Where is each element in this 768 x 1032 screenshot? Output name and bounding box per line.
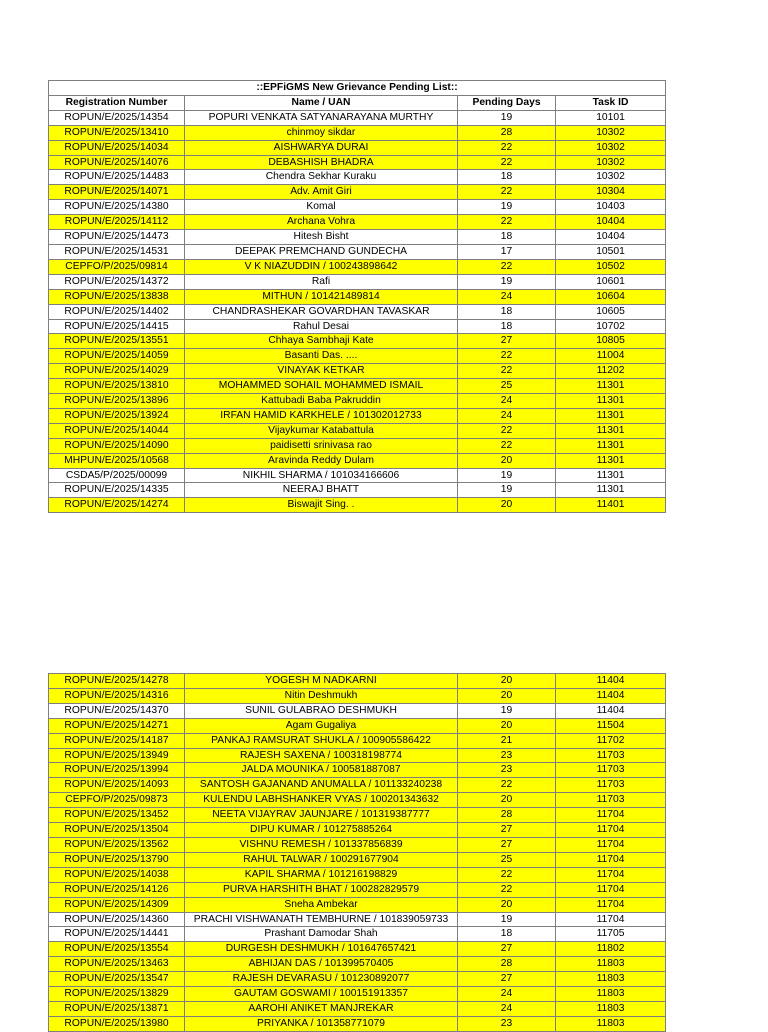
pending-days-cell: 20 (458, 453, 556, 468)
registration-number-cell: ROPUN/E/2025/13829 (49, 987, 185, 1002)
task-id-cell: 10404 (556, 230, 666, 245)
table-body-bottom (49, 674, 666, 1032)
name-uan-cell: VINAYAK KETKAR (185, 364, 458, 379)
pending-days-cell: 22 (458, 259, 556, 274)
pending-days-cell: 22 (458, 867, 556, 882)
task-id-cell: 11704 (556, 823, 666, 838)
task-id-cell: 10702 (556, 319, 666, 334)
task-id-cell: 11704 (556, 897, 666, 912)
table-row (49, 733, 666, 748)
registration-number-cell: ROPUN/E/2025/14473 (49, 230, 185, 245)
registration-number-cell: ROPUN/E/2025/13790 (49, 852, 185, 867)
table-row (49, 778, 666, 793)
pending-days-cell: 22 (458, 438, 556, 453)
table-row (49, 703, 666, 718)
table-row (49, 423, 666, 438)
name-uan-cell: Vijaykumar Katabattula (185, 423, 458, 438)
name-uan-cell: Sneha Ambekar (185, 897, 458, 912)
task-id-cell: 10805 (556, 334, 666, 349)
task-id-cell: 11301 (556, 379, 666, 394)
pending-days-cell: 27 (458, 972, 556, 987)
registration-number-cell: ROPUN/E/2025/14059 (49, 349, 185, 364)
task-id-cell: 11703 (556, 793, 666, 808)
task-id-cell: 11301 (556, 394, 666, 409)
name-uan-cell: MOHAMMED SOHAIL MOHAMMED ISMAIL (185, 379, 458, 394)
registration-number-cell: ROPUN/E/2025/13452 (49, 808, 185, 823)
pending-days-cell: 28 (458, 957, 556, 972)
task-id-cell: 11401 (556, 498, 666, 513)
name-uan-cell: PRIYANKA / 101358771079 (185, 1016, 458, 1031)
task-id-cell: 11705 (556, 927, 666, 942)
pending-days-cell: 24 (458, 1001, 556, 1016)
header-name-uan: Name / UAN (185, 95, 458, 110)
name-uan-cell: AAROHI ANIKET MANJREKAR (185, 1001, 458, 1016)
pending-days-cell: 18 (458, 230, 556, 245)
task-id-cell: 11404 (556, 688, 666, 703)
table-row (49, 379, 666, 394)
pending-days-cell: 23 (458, 748, 556, 763)
table-row (49, 140, 666, 155)
task-id-cell: 10302 (556, 170, 666, 185)
page-title: ::EPFiGMS New Grievance Pending List:: (49, 81, 666, 96)
pending-days-cell: 27 (458, 334, 556, 349)
registration-number-cell: ROPUN/E/2025/14034 (49, 140, 185, 155)
registration-number-cell: ROPUN/E/2025/14093 (49, 778, 185, 793)
registration-number-cell: ROPUN/E/2025/14335 (49, 483, 185, 498)
name-uan-cell: KAPIL SHARMA / 101216198829 (185, 867, 458, 882)
registration-number-cell: ROPUN/E/2025/14316 (49, 688, 185, 703)
registration-number-cell: ROPUN/E/2025/13924 (49, 408, 185, 423)
pending-days-cell: 20 (458, 793, 556, 808)
registration-number-cell: ROPUN/E/2025/14187 (49, 733, 185, 748)
registration-number-cell: ROPUN/E/2025/14380 (49, 200, 185, 215)
registration-number-cell: ROPUN/E/2025/14038 (49, 867, 185, 882)
registration-number-cell: ROPUN/E/2025/13562 (49, 837, 185, 852)
task-id-cell: 11803 (556, 1016, 666, 1031)
name-uan-cell: Prashant Damodar Shah (185, 927, 458, 942)
table-row (49, 185, 666, 200)
table-row (49, 808, 666, 823)
table-row (49, 364, 666, 379)
name-uan-cell: VISHNU REMESH / 101337856839 (185, 837, 458, 852)
name-uan-cell: Rafi (185, 274, 458, 289)
task-id-cell: 11803 (556, 987, 666, 1002)
pending-days-cell: 22 (458, 882, 556, 897)
table-row (49, 394, 666, 409)
name-uan-cell: ABHIJAN DAS / 101399570405 (185, 957, 458, 972)
name-uan-cell: Biswajit Sing. . (185, 498, 458, 513)
task-id-cell: 11202 (556, 364, 666, 379)
pending-days-cell: 22 (458, 423, 556, 438)
task-id-cell: 11704 (556, 867, 666, 882)
table-row (49, 304, 666, 319)
table-row (49, 823, 666, 838)
table-row (49, 170, 666, 185)
registration-number-cell: ROPUN/E/2025/14441 (49, 927, 185, 942)
title-row (49, 81, 666, 96)
header-row (49, 95, 666, 110)
name-uan-cell: NEETA VIJAYRAV JAUNJARE / 101319387777 (185, 808, 458, 823)
registration-number-cell: ROPUN/E/2025/13980 (49, 1016, 185, 1031)
name-uan-cell: POPURI VENKATA SATYANARAYANA MURTHY (185, 110, 458, 125)
task-id-cell: 10605 (556, 304, 666, 319)
registration-number-cell: CSDA5/P/2025/00099 (49, 468, 185, 483)
name-uan-cell: SANTOSH GAJANAND ANUMALLA / 101133240238 (185, 778, 458, 793)
name-uan-cell: Komal (185, 200, 458, 215)
registration-number-cell: ROPUN/E/2025/13554 (49, 942, 185, 957)
task-id-cell: 11404 (556, 703, 666, 718)
name-uan-cell: GAUTAM GOSWAMI / 100151913357 (185, 987, 458, 1002)
name-uan-cell: DEBASHISH BHADRA (185, 155, 458, 170)
header-task-id: Task ID (556, 95, 666, 110)
registration-number-cell: CEPFO/P/2025/09873 (49, 793, 185, 808)
registration-number-cell: ROPUN/E/2025/13410 (49, 125, 185, 140)
task-id-cell: 10404 (556, 215, 666, 230)
registration-number-cell: ROPUN/E/2025/14090 (49, 438, 185, 453)
task-id-cell: 11802 (556, 942, 666, 957)
task-id-cell: 11301 (556, 468, 666, 483)
table-row (49, 200, 666, 215)
registration-number-cell: ROPUN/E/2025/13547 (49, 972, 185, 987)
pending-days-cell: 20 (458, 718, 556, 733)
name-uan-cell: Hitesh Bisht (185, 230, 458, 245)
table-row (49, 867, 666, 882)
registration-number-cell: ROPUN/E/2025/13896 (49, 394, 185, 409)
pending-days-cell: 22 (458, 349, 556, 364)
task-id-cell: 11704 (556, 837, 666, 852)
name-uan-cell: DIPU KUMAR / 101275885264 (185, 823, 458, 838)
task-id-cell: 11301 (556, 423, 666, 438)
task-id-cell: 11803 (556, 972, 666, 987)
registration-number-cell: ROPUN/E/2025/14126 (49, 882, 185, 897)
name-uan-cell: paidisetti srinivasa rao (185, 438, 458, 453)
pending-days-cell: 24 (458, 987, 556, 1002)
name-uan-cell: Agam Gugaliya (185, 718, 458, 733)
registration-number-cell: ROPUN/E/2025/13810 (49, 379, 185, 394)
task-id-cell: 10302 (556, 125, 666, 140)
registration-number-cell: ROPUN/E/2025/14360 (49, 912, 185, 927)
table-row (49, 259, 666, 274)
table-row (49, 155, 666, 170)
pending-days-cell: 25 (458, 852, 556, 867)
pending-days-cell: 27 (458, 942, 556, 957)
table-row (49, 674, 666, 689)
task-id-cell: 10601 (556, 274, 666, 289)
name-uan-cell: chinmoy sikdar (185, 125, 458, 140)
registration-number-cell: ROPUN/E/2025/13871 (49, 1001, 185, 1016)
name-uan-cell: Rahul Desai (185, 319, 458, 334)
pending-days-cell: 19 (458, 483, 556, 498)
table-row (49, 852, 666, 867)
name-uan-cell: JALDA MOUNIKA / 100581887087 (185, 763, 458, 778)
name-uan-cell: Aravinda Reddy Dulam (185, 453, 458, 468)
pending-days-cell: 20 (458, 498, 556, 513)
name-uan-cell: Nitin Deshmukh (185, 688, 458, 703)
table-row (49, 957, 666, 972)
registration-number-cell: ROPUN/E/2025/14029 (49, 364, 185, 379)
registration-number-cell: ROPUN/E/2025/14483 (49, 170, 185, 185)
registration-number-cell: ROPUN/E/2025/14531 (49, 244, 185, 259)
registration-number-cell: ROPUN/E/2025/13838 (49, 289, 185, 304)
table-row (49, 244, 666, 259)
pending-days-cell: 25 (458, 379, 556, 394)
name-uan-cell: Chhaya Sambhaji Kate (185, 334, 458, 349)
task-id-cell: 10403 (556, 200, 666, 215)
table-row (49, 942, 666, 957)
pending-days-cell: 22 (458, 215, 556, 230)
task-id-cell: 10604 (556, 289, 666, 304)
name-uan-cell: IRFAN HAMID KARKHELE / 101302012733 (185, 408, 458, 423)
pending-days-cell: 19 (458, 274, 556, 289)
pending-days-cell: 22 (458, 185, 556, 200)
name-uan-cell: KULENDU LABHSHANKER VYAS / 100201343632 (185, 793, 458, 808)
pending-days-cell: 27 (458, 837, 556, 852)
pending-days-cell: 22 (458, 778, 556, 793)
registration-number-cell: ROPUN/E/2025/14309 (49, 897, 185, 912)
pending-days-cell: 23 (458, 1016, 556, 1031)
table-row (49, 319, 666, 334)
name-uan-cell: AISHWARYA DURAI (185, 140, 458, 155)
name-uan-cell: RAJESH DEVARASU / 101230892077 (185, 972, 458, 987)
task-id-cell: 10501 (556, 244, 666, 259)
pending-days-cell: 18 (458, 304, 556, 319)
task-id-cell: 11301 (556, 438, 666, 453)
task-id-cell: 11803 (556, 1001, 666, 1016)
registration-number-cell: ROPUN/E/2025/14112 (49, 215, 185, 230)
task-id-cell: 11404 (556, 674, 666, 689)
task-id-cell: 11704 (556, 808, 666, 823)
table-body-top (49, 110, 666, 512)
name-uan-cell: MITHUN / 101421489814 (185, 289, 458, 304)
pending-days-cell: 19 (458, 110, 556, 125)
registration-number-cell: ROPUN/E/2025/14076 (49, 155, 185, 170)
pending-days-cell: 19 (458, 912, 556, 927)
pending-days-cell: 24 (458, 408, 556, 423)
table-row (49, 748, 666, 763)
table-row (49, 110, 666, 125)
registration-number-cell: ROPUN/E/2025/14271 (49, 718, 185, 733)
name-uan-cell: Kattubadi Baba Pakruddin (185, 394, 458, 409)
table-row (49, 438, 666, 453)
name-uan-cell: V K NIAZUDDIN / 100243898642 (185, 259, 458, 274)
pending-days-cell: 20 (458, 674, 556, 689)
name-uan-cell: DEEPAK PREMCHAND GUNDECHA (185, 244, 458, 259)
table-row (49, 334, 666, 349)
pending-days-cell: 22 (458, 140, 556, 155)
task-id-cell: 11803 (556, 957, 666, 972)
registration-number-cell: ROPUN/E/2025/14370 (49, 703, 185, 718)
registration-number-cell: ROPUN/E/2025/14354 (49, 110, 185, 125)
name-uan-cell: PANKAJ RAMSURAT SHUKLA / 100905586422 (185, 733, 458, 748)
name-uan-cell: Basanti Das. .... (185, 349, 458, 364)
name-uan-cell: SUNIL GULABRAO DESHMUKH (185, 703, 458, 718)
table-row (49, 972, 666, 987)
name-uan-cell: Chendra Sekhar Kuraku (185, 170, 458, 185)
name-uan-cell: NEERAJ BHATT (185, 483, 458, 498)
pending-days-cell: 23 (458, 763, 556, 778)
name-uan-cell: CHANDRASHEKAR GOVARDHAN TAVASKAR (185, 304, 458, 319)
table-row (49, 688, 666, 703)
task-id-cell: 11703 (556, 748, 666, 763)
task-id-cell: 11703 (556, 778, 666, 793)
registration-number-cell: MHPUN/E/2025/10568 (49, 453, 185, 468)
table-row (49, 837, 666, 852)
task-id-cell: 11704 (556, 852, 666, 867)
task-id-cell: 10302 (556, 155, 666, 170)
registration-number-cell: ROPUN/E/2025/13504 (49, 823, 185, 838)
task-id-cell: 10304 (556, 185, 666, 200)
table-row (49, 349, 666, 364)
pending-days-cell: 24 (458, 289, 556, 304)
table-row (49, 453, 666, 468)
task-id-cell: 11301 (556, 453, 666, 468)
pending-days-cell: 18 (458, 170, 556, 185)
registration-number-cell: ROPUN/E/2025/13949 (49, 748, 185, 763)
table-row (49, 987, 666, 1002)
pending-days-cell: 18 (458, 319, 556, 334)
registration-number-cell: ROPUN/E/2025/14274 (49, 498, 185, 513)
registration-number-cell: ROPUN/E/2025/14402 (49, 304, 185, 319)
task-id-cell: 11504 (556, 718, 666, 733)
header-pending-days: Pending Days (458, 95, 556, 110)
pending-days-cell: 22 (458, 364, 556, 379)
table-row (49, 215, 666, 230)
table-row (49, 498, 666, 513)
registration-number-cell: ROPUN/E/2025/13463 (49, 957, 185, 972)
registration-number-cell: ROPUN/E/2025/13994 (49, 763, 185, 778)
task-id-cell: 11004 (556, 349, 666, 364)
pending-days-cell: 28 (458, 125, 556, 140)
table-row (49, 468, 666, 483)
table-row (49, 882, 666, 897)
pending-days-cell: 21 (458, 733, 556, 748)
pending-days-cell: 20 (458, 897, 556, 912)
registration-number-cell: ROPUN/E/2025/14372 (49, 274, 185, 289)
name-uan-cell: Archana Vohra (185, 215, 458, 230)
table-row (49, 897, 666, 912)
task-id-cell: 11702 (556, 733, 666, 748)
registration-number-cell: ROPUN/E/2025/14071 (49, 185, 185, 200)
table-row (49, 793, 666, 808)
task-id-cell: 11703 (556, 763, 666, 778)
table-row (49, 289, 666, 304)
name-uan-cell: NIKHIL SHARMA / 101034166606 (185, 468, 458, 483)
pending-days-cell: 27 (458, 823, 556, 838)
table-row (49, 408, 666, 423)
name-uan-cell: RAJESH SAXENA / 100318198774 (185, 748, 458, 763)
grievance-table-bottom (48, 673, 666, 1032)
task-id-cell: 11704 (556, 912, 666, 927)
pending-days-cell: 19 (458, 468, 556, 483)
pending-days-cell: 19 (458, 703, 556, 718)
pending-days-cell: 28 (458, 808, 556, 823)
task-id-cell: 11301 (556, 408, 666, 423)
task-id-cell: 10101 (556, 110, 666, 125)
pending-days-cell: 19 (458, 200, 556, 215)
table-row (49, 125, 666, 140)
table-row (49, 912, 666, 927)
name-uan-cell: Adv. Amit Giri (185, 185, 458, 200)
table-row (49, 718, 666, 733)
task-id-cell: 10502 (556, 259, 666, 274)
pending-days-cell: 24 (458, 394, 556, 409)
header-registration-number: Registration Number (49, 95, 185, 110)
table-row (49, 274, 666, 289)
registration-number-cell: ROPUN/E/2025/13551 (49, 334, 185, 349)
pending-days-cell: 20 (458, 688, 556, 703)
pending-days-cell: 22 (458, 155, 556, 170)
task-id-cell: 11301 (556, 483, 666, 498)
name-uan-cell: YOGESH M NADKARNI (185, 674, 458, 689)
registration-number-cell: ROPUN/E/2025/14278 (49, 674, 185, 689)
table-row (49, 927, 666, 942)
table-row (49, 1001, 666, 1016)
task-id-cell: 10302 (556, 140, 666, 155)
registration-number-cell: ROPUN/E/2025/14415 (49, 319, 185, 334)
name-uan-cell: RAHUL TALWAR / 100291677904 (185, 852, 458, 867)
grievance-table-top (48, 80, 666, 513)
name-uan-cell: PRACHI VISHWANATH TEMBHURNE / 101839059733 (185, 912, 458, 927)
name-uan-cell: DURGESH DESHMUKH / 101647657421 (185, 942, 458, 957)
registration-number-cell: CEPFO/P/2025/09814 (49, 259, 185, 274)
registration-number-cell: ROPUN/E/2025/14044 (49, 423, 185, 438)
table-row (49, 483, 666, 498)
pending-days-cell: 18 (458, 927, 556, 942)
pending-days-cell: 17 (458, 244, 556, 259)
table-row (49, 230, 666, 245)
task-id-cell: 11704 (556, 882, 666, 897)
table-row (49, 763, 666, 778)
name-uan-cell: PURVA HARSHITH BHAT / 100282829579 (185, 882, 458, 897)
